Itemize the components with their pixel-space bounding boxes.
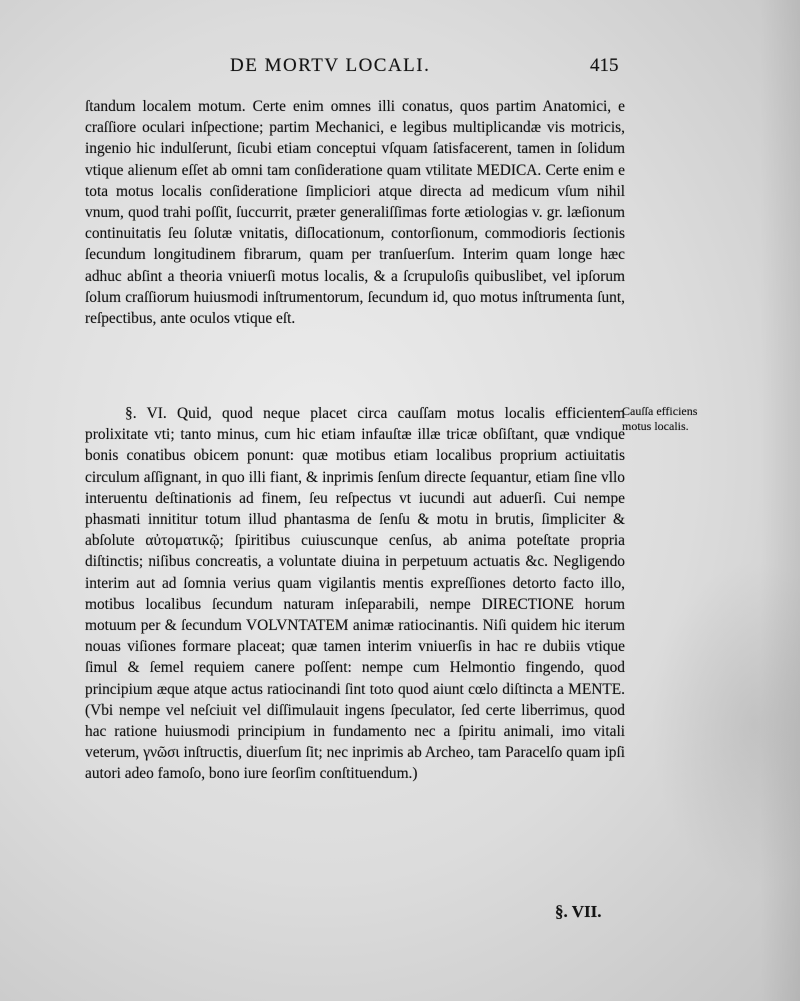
show-through-stain [650, 560, 800, 890]
marginal-note: Cauſſa efficiens motus localis. [622, 404, 698, 433]
page-number: 415 [590, 55, 619, 76]
catchword: §. VII. [555, 902, 602, 921]
paragraph-continuation [85, 96, 625, 329]
paragraph-1-text: ſtandum localem motum. Certe enim omnes illi conatus, quos partim Anatomici, e craſſiore oculari inſpectione; partim Mechanici, e legibus multiplicandæ vis motricis, ingenio hic indulſerunt, ſicubi etiam conceptui vſquam ſatisfacerent, tamen in ſolidum vtique alienum eſſet ab omni tam conſideratione quam vtilitate MEDICA. Certe enim e tota motus localis conſideratione ſimpliciori atque directa ad medicum vſum nihil vnum, quod trahi poſſit, ſuccurrit, præter generaliſſimas forte ætiologias v. gr. læſionum continuitatis ſeu ſolutæ vnitatis, diſlocationum, contorſionum, commodioris ſectionis ſecundum longitudinem fibrarum, quam per tranſuerſum. Interim quam longe hæc adhuc abſint a theoria vniuerſi motus localis, & a ſcrupuloſis quibuslibet, vel ipſorum ſolum craſſiorum huiusmodi inſtrumentorum, ſecundum id, quo motus inſtrumenta ſunt, reſpectibus, ante oculos vtique eſt. [85, 98, 625, 328]
section-vi [85, 403, 625, 785]
page-header [0, 55, 800, 85]
paragraph-2-text: §. VI. Quid, quod neque placet circa cauſſam motus localis efficientem prolixitate vti; tanto minus, cum hic etiam infauſtæ illæ tricæ obſiſtant, quæ vndique bonis conatibus obicem ponunt: quæ motibus etiam localibus proprium actiuitatis circulum aſſignant, in quo illi fiant, & inprimis ſenſum directe ſequantur, etiam ſine vllo interuentu deſtinationis ad finem, ſeu reſpectus vt iucundi aut aduerſi. Cui nempe phasmati innititur totum illud phantasma de ſenſu & motu in brutis, ſimpliciter & abſolute αὐτοματικῷ; ſpiritibus cuiuscunque cenſus, ab anima poteſtate propria diſtinctis; niſibus concreatis, a voluntate diuina in perpetuum actuatis &c. Negligendo interim aut ad ſomnia verius quam vigilantis mentis expreſſiones detorto facto illo, motibus localibus ſecundum naturam inſeparabili, nempe DIRECTIONE horum motuum per & ſecundum VOLVNTATEM animæ ratiocinantis. Niſi quidem hic iterum nouas viſiones formare placeat; quæ tamen interim vniuerſis in hac re dubiis vtique ſimul & ſemel requiem canere poſſent: nempe cum Helmontio fingendo, quod principium æque atque actus ratiocinandi ſint toto quod aiunt cœlo diſtincta a MENTE. (Vbi nempe vel neſciuit vel diſſimulauit ingens ſpeculator, ſed certe liberrimus, quod hac ratione huiusmodi principium in fundamento nec a ſpiritu animali, imo vitali veterum, γνῶσι inſtructis, diuerſum ſit; nec inprimis ab Archeo, tam Paracelſo quam ipſi autori adeo famoſo, bono iure ſeorſim conſtituendum.) [85, 405, 625, 783]
running-title: DE MORTV LOCALI. [230, 55, 431, 76]
